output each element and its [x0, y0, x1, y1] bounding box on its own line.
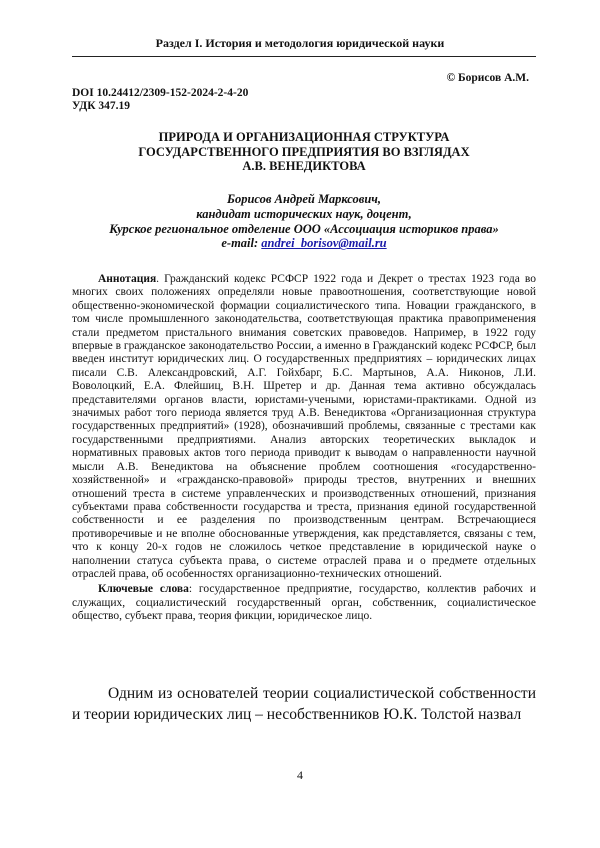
body-text [72, 683, 536, 725]
identifiers [72, 87, 248, 113]
copyright-notice: © Борисов А.М. [446, 72, 529, 84]
abstract [72, 273, 536, 624]
email-label: e-mail: [221, 236, 262, 251]
keywords-text: : государственное предприятие, государство, коллектив рабочих и служащих, социалистический государственный орган, собственник, социалистическое общество, субъект права, теория фикции, юридическое лицо. [72, 583, 536, 623]
author-block [72, 192, 536, 251]
header-rule [72, 56, 536, 57]
abstract-paragraph [72, 273, 536, 581]
title-line-1: ПРИРОДА И ОРГАНИЗАЦИОННАЯ СТРУКТУРА [158, 130, 450, 144]
doi: DOI 10.24412/2309-152-2024-2-4-20 [72, 87, 249, 99]
running-header: Раздел I. История и методология юридической науки [155, 36, 445, 50]
author-name: Борисов Андрей Марксович, [227, 192, 381, 206]
abstract-label: Аннотация [98, 273, 157, 285]
title-line-2: ГОСУДАРСТВЕННОГО ПРЕДПРИЯТИЯ ВО ВЗГЛЯДАХ [138, 144, 470, 159]
author-affiliation: Курское региональное отделение ООО «Ассоциация историков права» [109, 221, 499, 236]
author-degree: кандидат исторических наук, доцент, [196, 206, 412, 221]
page-number: 4 [297, 768, 303, 782]
abstract-text: . Гражданский кодекс РСФСР 1922 года и Декрет о трестах 1923 года во многих своих положениях определяли новые правоотношения, соответствующие новой общественно-экономической формации социалистического типа. Новации гражданского, в том числе промышленного законодательства, соответствующая практика правоприменения стали предметом пристального внимания советских правоведов. Например, в 1922 году впервые в гражданское законодательство России, а именно в Гражданский кодекс РСФСР, был введен институт юридических лиц. О государственных предприятиях – юридических лицах писали С.В. Александровский, А.Г. Гойхбарг, Б.С. Мартынов, А.А. Никонов, Л.И. Воволоцкий, Е.А. Флейшиц, В.Н. Шретер и др. Данная тема активно обсуждалась представителями органов власти, юристами-учеными, юристами-практиками. Одной из значимых работ того периода является труд А.В. Венедиктова «Организационная структура государственных предприятий» (1928), обозначивший проблемы, связанные с трестами как государственными предприятиями. Анализ авторских теоретических выкладок и нормативных правовых актов того периода приводит к выводам о направленности научной мысли А.В. Венедиктова на объяснение проблем соотношения «государственно-хозяйственной» и «гражданско-правовой» природы трестов, внутренних и внешних отношений треста в системе управленческих и производственных отношений, признания субъектами права собственности государства и треста, признания единой государственной собственности и ее разделения по производственным центрам. Встречающиеся противоречивые и не вполне обоснованные утверждения, как представляется, связаны с тем, что к концу 20-х годов не сложилось четкое представление в юридической науке о наполнении статуса субъекта права, о системе отраслей права и о предмете отдельных отраслей права, об особенностях организационно-технических отношений. [72, 273, 536, 580]
email-link[interactable]: andrei_borisov@mail.ru [261, 236, 387, 251]
udk: УДК 347.19 [72, 100, 131, 112]
author-email-line [72, 236, 536, 251]
body-paragraph: Одним из основателей теории социалистической собственности и теории юридических лиц – несобственников Ю.К. Толстой назвал [72, 685, 536, 723]
article-title [72, 130, 536, 174]
title-line-3: А.В. ВЕНЕДИКТОВА [242, 159, 366, 173]
keywords-paragraph [72, 583, 536, 623]
keywords-label: Ключевые слова [98, 583, 189, 596]
